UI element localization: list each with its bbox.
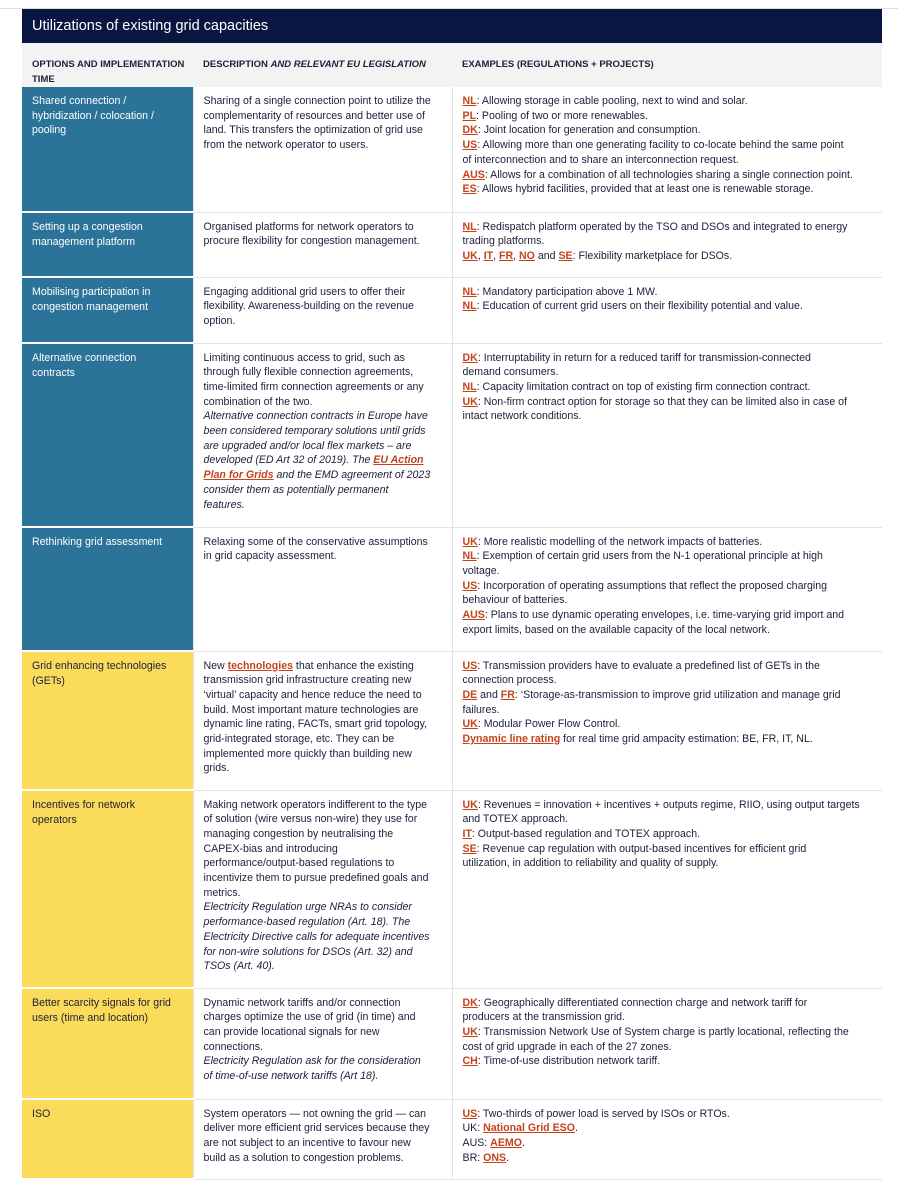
grid-capacity-table-card bbox=[22, 9, 882, 1180]
country-code-link[interactable]: UK bbox=[462, 718, 478, 731]
country-code-link[interactable]: NL bbox=[462, 550, 477, 563]
description-line: in grid capacity assessment. bbox=[203, 550, 337, 563]
description-legislation-line: are upgraded and/or local flex markets – are bbox=[203, 439, 412, 452]
country-code-link[interactable]: NL bbox=[462, 380, 477, 393]
example-line: IT: Output-based regulation and TOTEX approach. bbox=[462, 827, 701, 840]
description-legislation-line: been considered temporary solutions until grids bbox=[203, 425, 426, 438]
example-line: utilization, in addition to reliability and quality of supply. bbox=[462, 857, 719, 870]
description-cell bbox=[193, 651, 452, 790]
table-row bbox=[22, 1099, 882, 1179]
example-line: connection process. bbox=[462, 674, 557, 687]
description-line: build. Most important mature technologies are bbox=[203, 703, 419, 716]
example-line: AUS: Plans to use dynamic operating envelopes, i.e. time-varying grid import and bbox=[462, 609, 845, 622]
header-row bbox=[22, 43, 882, 87]
country-code-link[interactable]: US bbox=[462, 659, 478, 672]
example-line: US: Allowing more than one generating facility to co-locate behind the same point bbox=[462, 139, 844, 152]
country-code-link[interactable]: Dynamic line rating bbox=[462, 733, 561, 746]
example-line: SE: Revenue cap regulation with output-based incentives for efficient grid bbox=[462, 842, 807, 855]
description-legislation-line: Alternative connection contracts in Europe have bbox=[203, 410, 428, 423]
country-code-link[interactable]: NL bbox=[462, 300, 477, 313]
country-code-link[interactable]: US bbox=[462, 1107, 478, 1120]
description-line: through fully flexible connection agreements, bbox=[203, 366, 414, 379]
description-line: Relaxing some of the conservative assumptions bbox=[203, 535, 428, 548]
option-text: Incentives for network bbox=[32, 799, 136, 811]
description-line: from the network operator to users. bbox=[203, 139, 369, 152]
example-line: US: Two-thirds of power load is served by ISOs or RTOs. bbox=[462, 1107, 730, 1120]
option-cell bbox=[22, 1099, 193, 1179]
description-line: transmission grid infrastructure creating new bbox=[203, 674, 412, 687]
option-text: Better scarcity signals for grid bbox=[32, 997, 171, 1009]
description-line: build as a solution to congestion problems. bbox=[203, 1151, 404, 1164]
description-line: Limiting continuous access to grid, such as bbox=[203, 351, 405, 364]
description-line: of solution (wire versus non-wire) they use for bbox=[203, 813, 418, 826]
header-description bbox=[193, 43, 452, 87]
examples-cell bbox=[452, 343, 882, 527]
example-line: DK: Geographically differentiated connection charge and network tariff for bbox=[462, 996, 808, 1009]
country-code-link[interactable]: NL bbox=[462, 220, 477, 233]
country-code-link[interactable]: US bbox=[462, 579, 478, 592]
example-line: DE and FR: ‘Storage-as-transmission to improve grid utilization and manage grid bbox=[462, 688, 841, 701]
option-text: users (time and location) bbox=[32, 1011, 148, 1024]
description-line: grids. bbox=[203, 762, 230, 775]
description-legislation-line: TSOs (Art. 40). bbox=[203, 960, 275, 973]
example-line: cost of grid upgrade in each of the 27 zones. bbox=[462, 1040, 672, 1053]
table-row bbox=[22, 343, 882, 527]
description-line: Dynamic network tariffs and/or connection bbox=[203, 996, 401, 1009]
description-cell bbox=[193, 988, 452, 1099]
description-cell bbox=[193, 87, 452, 212]
country-code-link[interactable]: NO bbox=[519, 249, 535, 262]
organisation-link[interactable]: ONS bbox=[483, 1151, 507, 1164]
example-line: Dynamic line rating for real time grid ampacity estimation: BE, FR, IT, NL. bbox=[462, 733, 813, 746]
example-line: US: Transmission providers have to evaluate a predefined list of GETs in the bbox=[462, 659, 820, 672]
description-line: grid-integrated storage, etc. They can be bbox=[203, 733, 395, 746]
table-row bbox=[22, 87, 882, 212]
option-text: Shared connection / bbox=[32, 95, 127, 107]
description-legislation-line: features. bbox=[203, 498, 245, 511]
example-line: PL: Pooling of two or more renewables. bbox=[462, 109, 648, 122]
option-cell bbox=[22, 651, 193, 790]
description-cell bbox=[193, 527, 452, 651]
country-code-link[interactable]: DK bbox=[462, 996, 478, 1009]
description-line: Engaging additional grid users to offer their bbox=[203, 285, 406, 298]
top-border bbox=[0, 0, 898, 9]
example-line: NL: Capacity limitation contract on top of existing firm connection contract. bbox=[462, 380, 811, 393]
description-line: connections. bbox=[203, 1040, 263, 1053]
example-line: failures. bbox=[462, 703, 500, 716]
table-row bbox=[22, 277, 882, 343]
description-cell bbox=[193, 343, 452, 527]
country-code-link[interactable]: UK bbox=[462, 535, 478, 548]
description-line: dynamic line rating, FACTs, smart grid topology, bbox=[203, 718, 428, 731]
description-line: Making network operators indifferent to the type bbox=[203, 798, 428, 811]
description-line: combination of the two. bbox=[203, 395, 313, 408]
examples-cell bbox=[452, 790, 882, 988]
description-legislation-line: developed (ED Art 32 of 2019). The EU Action bbox=[203, 454, 424, 467]
country-code-link[interactable]: DE bbox=[462, 688, 478, 701]
country-code-link[interactable]: DK bbox=[462, 124, 478, 137]
option-cell bbox=[22, 343, 193, 527]
example-line: ES: Allows hybrid facilities, provided that at least one is renewable storage. bbox=[462, 183, 814, 196]
country-code-link[interactable]: DK bbox=[462, 351, 478, 364]
example-line: voltage. bbox=[462, 564, 500, 577]
example-line: AUS: Allows for a combination of all technologies sharing a single connection point. bbox=[462, 168, 853, 181]
description-line: are not subject to an incentive to favour new bbox=[203, 1136, 411, 1149]
example-line: UK: Modular Power Flow Control. bbox=[462, 718, 621, 731]
country-code-link[interactable]: IT bbox=[483, 249, 494, 262]
header-description-italic: AND RELEVANT EU LEGISLATION bbox=[270, 59, 426, 70]
description-line: Sharing of a single connection point to utilize the bbox=[203, 95, 431, 107]
description-line: implemented more quickly than building new bbox=[203, 747, 412, 760]
option-text: Rethinking grid assessment bbox=[32, 536, 163, 548]
option-text: contracts bbox=[32, 366, 75, 379]
country-code-link[interactable]: UK bbox=[462, 249, 478, 262]
country-code-link[interactable]: FR bbox=[499, 249, 514, 262]
description-line: flexibility. Awareness-building on the revenue bbox=[203, 300, 414, 313]
option-cell bbox=[22, 87, 193, 212]
description-line: charges optimize the use of grid (in time) and bbox=[203, 1011, 416, 1024]
example-line: AUS: AEMO. bbox=[462, 1136, 525, 1149]
technologies-link[interactable]: technologies bbox=[227, 659, 293, 672]
example-line: demand consumers. bbox=[462, 366, 559, 379]
table-row bbox=[22, 988, 882, 1099]
option-text: Mobilising participation in bbox=[32, 286, 151, 298]
table-row bbox=[22, 527, 882, 651]
description-cell bbox=[193, 212, 452, 277]
example-line: NL: Allowing storage in cable pooling, next to wind and solar. bbox=[462, 95, 748, 107]
description-legislation-line: consider them as potentially permanent bbox=[203, 483, 389, 496]
country-code-link[interactable]: AUS bbox=[462, 168, 485, 181]
description-line: incentivize them to pursue predefined goals and bbox=[203, 872, 429, 885]
option-text: pooling bbox=[32, 124, 67, 137]
example-line: behaviour of batteries. bbox=[462, 594, 568, 607]
description-line: CAPEX-bias and introducing bbox=[203, 842, 338, 855]
option-text: ISO bbox=[32, 1108, 51, 1120]
header-options-line1: OPTIONS AND IMPLEMENTATION bbox=[32, 59, 185, 70]
country-code-link[interactable]: AUS bbox=[462, 609, 485, 622]
example-line: producers at the transmission grid. bbox=[462, 1011, 626, 1024]
country-code-link[interactable]: UK bbox=[462, 395, 478, 408]
table-row bbox=[22, 790, 882, 988]
country-code-link[interactable]: PL bbox=[462, 109, 477, 122]
example-line: US: Incorporation of operating assumptions that reflect the proposed charging bbox=[462, 579, 828, 592]
example-line: NL: Mandatory participation above 1 MW. bbox=[462, 285, 658, 298]
option-cell bbox=[22, 790, 193, 988]
description-line: time-limited firm connection agreements or any bbox=[203, 380, 424, 393]
examples-cell bbox=[452, 988, 882, 1099]
example-line: UK: Non-firm contract option for storage so that they can be limited also in case of bbox=[462, 395, 848, 408]
example-line: of interconnection and to share an interconnection request. bbox=[462, 153, 739, 166]
country-code-link[interactable]: SE bbox=[462, 842, 477, 855]
table-row bbox=[22, 212, 882, 277]
example-line: DK: Interruptability in return for a reduced tariff for transmission-connected bbox=[462, 351, 811, 364]
description-line: deliver more efficient grid services because they bbox=[203, 1122, 430, 1135]
header-examples: EXAMPLES (REGULATIONS + PROJECTS) bbox=[452, 43, 882, 87]
option-text: hybridization / colocation / bbox=[32, 109, 154, 122]
option-text: management platform bbox=[32, 235, 136, 248]
description-line: System operators — not owning the grid — can bbox=[203, 1107, 427, 1120]
examples-cell bbox=[452, 212, 882, 277]
example-line: NL: Education of current grid users on their flexibility potential and value. bbox=[462, 300, 803, 313]
country-code-link[interactable]: SE bbox=[558, 249, 573, 262]
example-line: and TOTEX approach. bbox=[462, 813, 569, 826]
description-cell bbox=[193, 790, 452, 988]
description-legislation-line: Plan for Grids and the EMD agreement of 2023 bbox=[203, 469, 431, 482]
description-line: procure flexibility for congestion management. bbox=[203, 235, 420, 248]
examples-cell bbox=[452, 651, 882, 790]
country-code-link[interactable]: NL bbox=[462, 95, 477, 107]
description-line: managing congestion by neutralising the bbox=[203, 827, 394, 840]
example-line: trading platforms. bbox=[462, 235, 545, 248]
example-line: UK: Revenues = innovation + incentives + outputs regime, RIIO, using output targets bbox=[462, 798, 860, 811]
description-line: New technologies that enhance the existing bbox=[203, 659, 414, 672]
grid-capacity-table bbox=[22, 43, 882, 1180]
description-cell bbox=[193, 277, 452, 343]
description-line: option. bbox=[203, 314, 236, 327]
table-row bbox=[22, 651, 882, 790]
example-line: UK, IT, FR, NO and SE: Flexibility marketplace for DSOs. bbox=[462, 249, 733, 262]
example-line: UK: More realistic modelling of the network impacts of batteries. bbox=[462, 535, 763, 548]
description-legislation-line: Electricity Regulation urge NRAs to consider bbox=[203, 901, 412, 914]
option-cell bbox=[22, 277, 193, 343]
country-code-link[interactable]: FR bbox=[500, 688, 515, 701]
description-legislation-line: of time-of-use network tariffs (Art 18). bbox=[203, 1070, 379, 1083]
country-code-link[interactable]: IT bbox=[462, 827, 472, 840]
country-code-link[interactable]: UK bbox=[462, 798, 478, 811]
description-line: land. This transfers the optimization of grid use bbox=[203, 124, 423, 137]
organisation-link[interactable]: National Grid ESO bbox=[483, 1122, 575, 1135]
description-line: complementarity of resources and better use of bbox=[203, 109, 425, 122]
example-line: export limits, based on the available capacity of the local network. bbox=[462, 623, 770, 636]
examples-cell bbox=[452, 1099, 882, 1179]
example-line: UK: Transmission Network Use of System charge is partly locational, reflecting the bbox=[462, 1025, 849, 1038]
country-code-link[interactable]: UK bbox=[462, 1025, 478, 1038]
option-text: Grid enhancing technologies bbox=[32, 660, 167, 672]
option-text: congestion management bbox=[32, 300, 149, 313]
eu-action-plan-link[interactable]: EU Action bbox=[373, 454, 424, 467]
option-cell bbox=[22, 527, 193, 651]
description-line: performance/output-based regulations to bbox=[203, 857, 395, 870]
example-line: DK: Joint location for generation and consumption. bbox=[462, 124, 701, 137]
example-line: NL: Redispatch platform operated by the TSO and DSOs and integrated to energy bbox=[462, 220, 848, 233]
description-line: ‘virtual’ capacity and hence reduce the need to bbox=[203, 688, 422, 701]
header-description-main: DESCRIPTION bbox=[203, 59, 271, 70]
option-text: (GETs) bbox=[32, 674, 65, 687]
country-code-link[interactable]: NL bbox=[462, 285, 477, 298]
option-text: Setting up a congestion bbox=[32, 221, 143, 233]
examples-cell bbox=[452, 277, 882, 343]
example-line: UK: National Grid ESO. bbox=[462, 1122, 578, 1135]
example-line: BR: ONS. bbox=[462, 1151, 510, 1164]
example-line: intact network conditions. bbox=[462, 410, 582, 423]
examples-cell bbox=[452, 527, 882, 651]
option-cell bbox=[22, 212, 193, 277]
header-options bbox=[22, 43, 193, 87]
description-legislation-line: for non-wire solutions for DSOs (Art. 32) and bbox=[203, 945, 413, 958]
description-line: can provide locational signals for new bbox=[203, 1025, 380, 1038]
description-line: metrics. bbox=[203, 886, 241, 899]
eu-action-plan-link[interactable]: Plan for Grids bbox=[203, 469, 274, 482]
organisation-link[interactable]: AEMO bbox=[490, 1136, 522, 1149]
header-options-line2: TIME bbox=[32, 74, 55, 85]
country-code-link[interactable]: US bbox=[462, 139, 478, 152]
country-code-link[interactable]: ES bbox=[462, 183, 477, 196]
example-line: NL: Exemption of certain grid users from the N-1 operational principle at high bbox=[462, 550, 823, 563]
example-line: CH: Time-of-use distribution network tariff. bbox=[462, 1055, 661, 1068]
option-text: Alternative connection bbox=[32, 352, 137, 364]
description-legislation-line: Electricity Directive calls for adequate incentives bbox=[203, 930, 430, 943]
examples-cell bbox=[452, 87, 882, 212]
description-legislation-line: performance-based regulation (Art. 18). The bbox=[203, 916, 411, 929]
description-line: Organised platforms for network operators to bbox=[203, 220, 414, 233]
option-text: operators bbox=[32, 813, 77, 826]
table-title: Utilizations of existing grid capacities bbox=[22, 9, 882, 43]
description-cell bbox=[193, 1099, 452, 1179]
option-cell bbox=[22, 988, 193, 1099]
description-legislation-line: Electricity Regulation ask for the consideration bbox=[203, 1055, 421, 1068]
country-code-link[interactable]: CH bbox=[462, 1055, 478, 1068]
